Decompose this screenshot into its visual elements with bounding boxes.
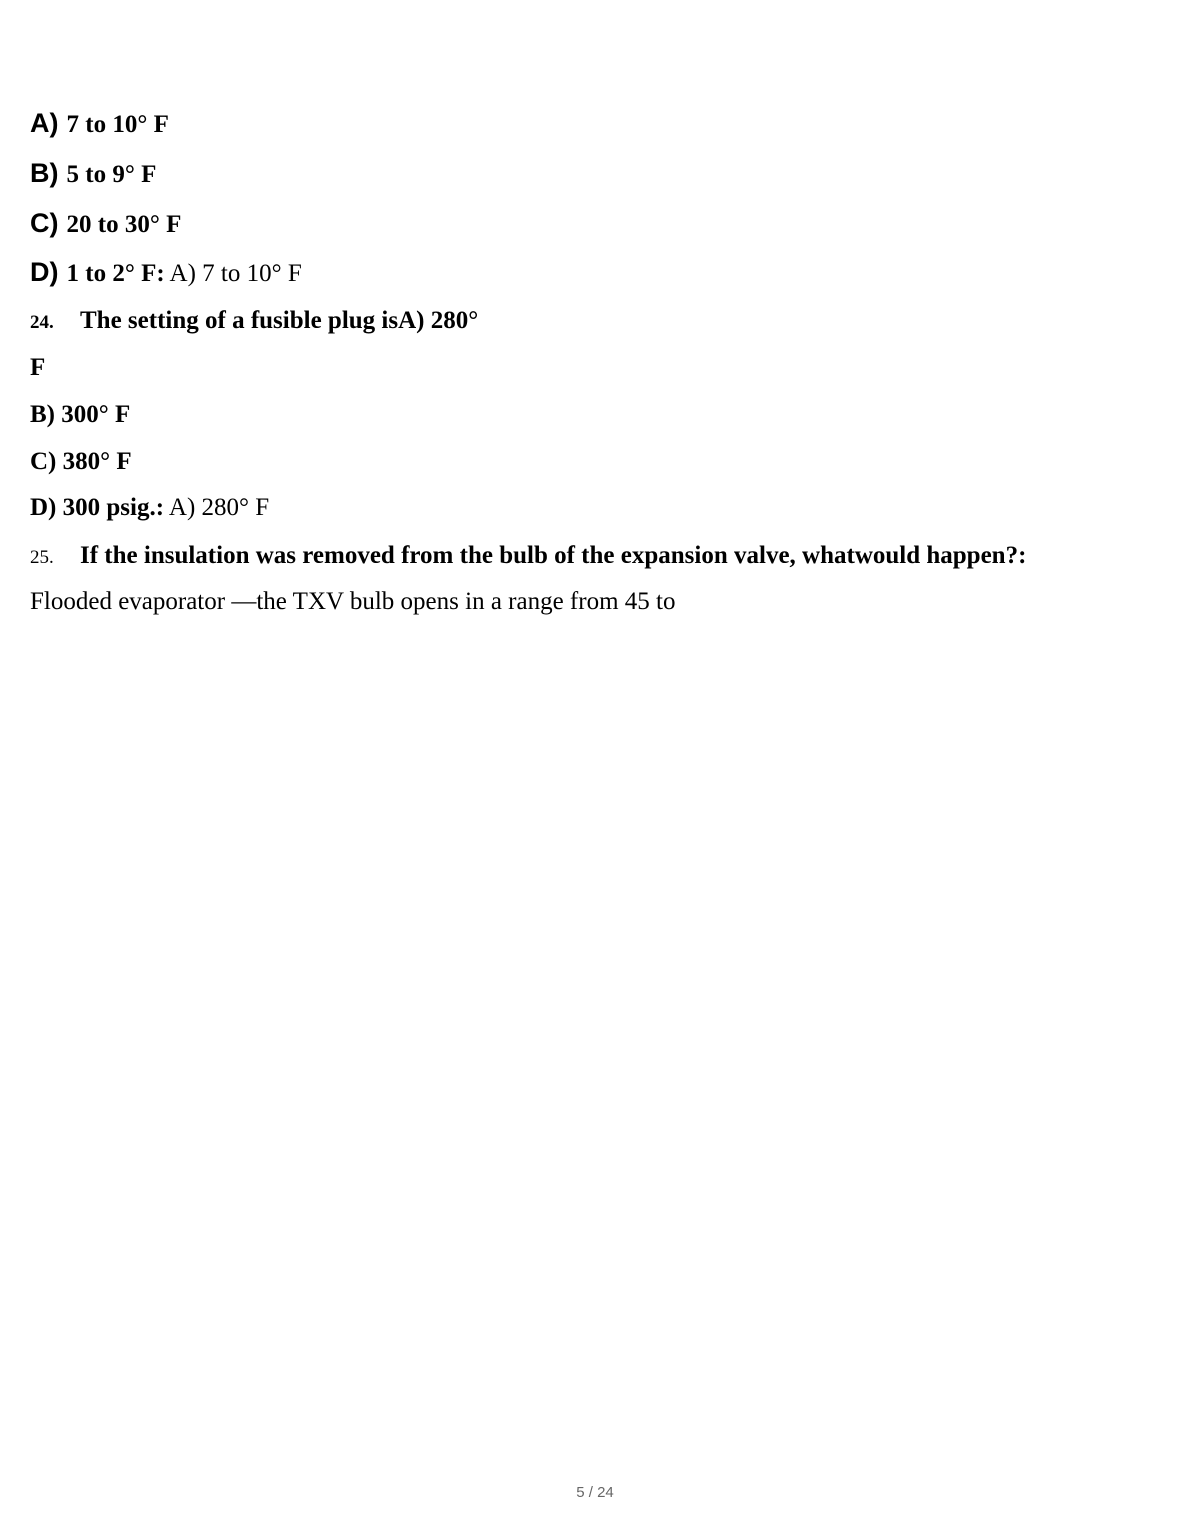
answer-text: A) 7 to 10° F: [169, 260, 302, 287]
option-text: 7 to 10° F: [66, 111, 169, 138]
q24-option-c: C) 380° F: [30, 448, 132, 475]
option-text: 1 to 2° F:: [66, 260, 165, 287]
question-number: 24.: [30, 312, 54, 333]
page-indicator: 5 / 24: [576, 1484, 614, 1501]
question-25: [30, 541, 1026, 573]
q24-option-d: [30, 493, 269, 523]
option-letter: A): [30, 108, 59, 138]
option-c: [30, 208, 181, 240]
option-letter: C): [30, 208, 59, 238]
option-text: 5 to 9° F: [66, 161, 157, 188]
option-text: 20 to 30° F: [66, 211, 182, 238]
q24-option-b: B) 300° F: [30, 401, 131, 428]
question-24-continuation: F: [30, 354, 46, 381]
option-d: [30, 257, 302, 289]
answer-text: A) 280° F: [168, 494, 270, 521]
question-24: [30, 306, 478, 338]
question-text: If the insulation was removed from the bulb of the expansion valve, whatwould happen?:: [80, 542, 1027, 569]
option-letter: B): [30, 158, 59, 188]
option-b: [30, 158, 156, 190]
option-a: [30, 108, 169, 140]
option-letter: D): [30, 257, 59, 287]
question-number: 25.: [30, 547, 54, 568]
question-text: The setting of a fusible plug isA) 280°: [80, 307, 479, 334]
option-text: D) 300 psig.:: [30, 494, 165, 521]
question-25-answer: Flooded evaporator —the TXV bulb opens in a range from 45 to: [30, 588, 676, 615]
